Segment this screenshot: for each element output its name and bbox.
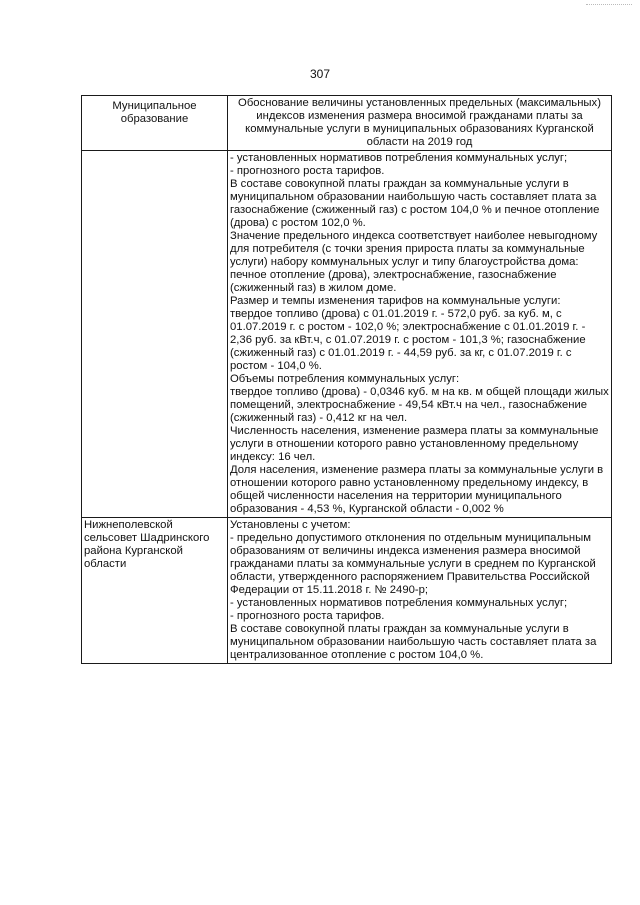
paragraph: В составе совокупной платы граждан за коммунальные услуги в муниципальном образовании наибольшую часть составляет плата за газоснабжение (сжиженный газ) с ростом 104,0 % и печное отопление (дрова) с ростом 102,0 %. xyxy=(230,178,600,229)
municipality-cell: Нижнеполевской сельсовет Шадринского района Курганской области xyxy=(82,518,228,664)
page-number: 307 xyxy=(309,67,331,81)
paragraph: Установлены с учетом: xyxy=(230,519,351,531)
paragraph: - установленных нормативов потребления коммунальных услуг; xyxy=(230,152,568,164)
paragraph: Значение предельного индекса соответствует наиболее невыгодному для потребителя (с точки зрения прироста платы за коммунальные услуги) набору коммунальных услуг и типу благоустройства дома: xyxy=(230,230,598,268)
header-municipality: Муниципальное образование xyxy=(82,96,228,151)
paragraph: Численность населения, изменение размера платы за коммунальные услуги в отношении которого равно установленному предельному индексу: 16 чел. xyxy=(230,425,599,463)
paragraph: - предельно допустимого отклонения по отдельным муниципальным образованиям от величины индекса изменения размера вносимой гражданами платы за коммунальные услуги в среднем по Курганской области, утвержденного распоряжением Правительства Российской Федерации от 15.11.2018 г. № 2490-р; xyxy=(230,532,596,596)
paragraph: печное отопление (дрова), электроснабжение, газоснабжение (сжиженный газ) в жилом доме. xyxy=(230,269,557,294)
paragraph: твердое топливо (дрова) с 01.01.2019 г. - 572,0 руб. за куб. м, с 01.07.2019 г. с ростом - 102,0 %; электроснабжение с 01.01.2019 г. - 2,36 руб. за кВт.ч, с 01.07.2019 г. с ростом - 101,3 %; газоснабжение (сжиженный газ) с 01.01.2019 г. - 44,59 руб. за кг, с 01.07.2019 г. с ростом - 104,0 %. xyxy=(230,308,586,372)
paragraph: твердое топливо (дрова) - 0,0346 куб. м на кв. м общей площади жилых помещений, электроснабжение - 49,54 кВт.ч на чел., газоснабжение (сжиженный газ) - 0,412 кг на чел. xyxy=(230,386,609,424)
paragraph: Размер и темпы изменения тарифов на коммунальные услуги: xyxy=(230,295,561,307)
paragraph: - прогнозного роста тарифов. xyxy=(230,610,385,622)
paragraph: - установленных нормативов потребления коммунальных услуг; xyxy=(230,597,568,609)
justification-table xyxy=(81,95,612,664)
table-row xyxy=(82,518,612,664)
paragraph: Объемы потребления коммунальных услуг: xyxy=(230,373,460,385)
paragraph: Доля населения, изменение размера платы за коммунальные услуги в отношении которого равно установленному предельному индексу, в общей численности населения на территории муниципального образования - 4,53 %, Курганской области - 0,002 % xyxy=(230,464,604,515)
justification-cell xyxy=(228,151,612,518)
table-row xyxy=(82,151,612,518)
municipality-cell xyxy=(82,151,228,518)
scan-edge-mark xyxy=(586,4,632,9)
table-header-row xyxy=(82,96,612,151)
paragraph: - прогнозного роста тарифов. xyxy=(230,165,385,177)
paragraph: В составе совокупной платы граждан за коммунальные услуги в муниципальном образовании наибольшую часть составляет плата за централизованное отопление с ростом 104,0 %. xyxy=(230,623,597,661)
justification-cell xyxy=(228,518,612,664)
header-justification: Обоснование величины установленных предельных (максимальных) индексов изменения размера вносимой гражданами платы за коммунальные услуги в муниципальных образованиях Курганской области на 2019 год xyxy=(228,96,612,151)
